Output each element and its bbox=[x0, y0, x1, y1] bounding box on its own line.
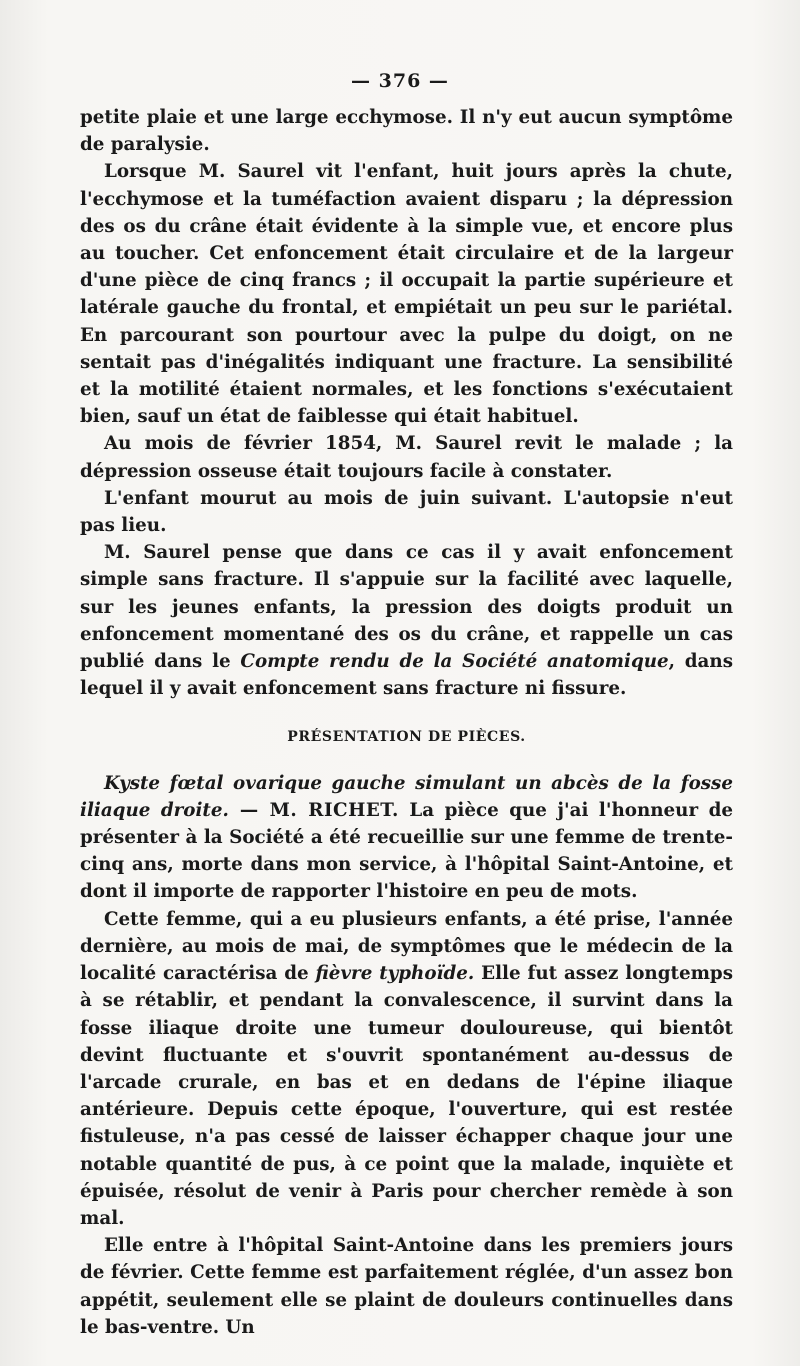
paragraph-3: Au mois de février 1854, M. Saurel revit le malade ; la dépression osseuse était toujours facile à constater. bbox=[80, 433, 733, 482]
page-number: — 376 — bbox=[351, 70, 449, 92]
article-title: Kyste fœtal ovarique gauche simulant un abcès de la fosse iliaque droite. bbox=[80, 772, 733, 821]
paragraph-4: L'enfant mourut au mois de juin suivant. L'autopsie n'eut pas lieu. bbox=[80, 487, 733, 537]
section-heading: PRÉSENTATION DE PIÈCES. bbox=[287, 729, 526, 746]
paragraph-2: Lorsque M. Saurel vit l'enfant, huit jours après la chute, l'ecchymose et la tuméfaction avaient disparu ; la dépression des os du crâne était évidente à la simple vue, et encore plus au toucher. Cet enfoncement était circulaire et de la largeur d'une pièce de cinq francs ; il occupait la partie supérieure et latérale gauche du frontal, et empiétait un peu sur le pariétal. En parcourant son pourtour avec la pulpe du doigt, on ne sentait pas d'inégalités indiquant une fracture. La sensibilité et la motilité étaient normales, et les fonctions s'exécutaient bien, sauf un état de faiblesse qui était habituel. bbox=[80, 161, 733, 428]
paragraph-1: petite plaie et une large ecchymose. Il n'y eut aucun symptôme de paralysie. bbox=[80, 107, 733, 156]
article-author: — M. RICHET. bbox=[228, 799, 399, 821]
paragraph-5 bbox=[80, 539, 733, 702]
paragraph-7-italic: fièvre typhoïde. bbox=[315, 963, 475, 985]
paragraph-6-body: La pièce que j'ai l'honneur de présenter à la Société a été recueillie sur une femme de trente-cinq ans, morte dans mon service, à l'hôpital Saint-Antoine, et dont il importe de rapporter l'histoire en peu de mots. bbox=[80, 799, 733, 903]
paragraph-7 bbox=[80, 906, 733, 1232]
paragraph-5-text-a: M. Saurel pense que dans ce cas il y avait enfoncement simple sans fracture. Il s'appuie sur la facilité avec laquelle, sur les jeunes enfants, la pression des doigts produit un enfoncement momentané des os du crâne, et rappelle un cas publié dans le bbox=[80, 542, 733, 673]
paragraph-7-text-a: Cette femme, qui a eu plusieurs enfants, a été prise, l'année dernière, au mois de mai, de symptômes que le médecin de la localité caractérisa de bbox=[80, 908, 733, 985]
paragraph-5-italic: Compte rendu de la Société anatomique bbox=[240, 651, 669, 673]
paragraph-6 bbox=[80, 770, 733, 906]
body-text bbox=[80, 104, 733, 1341]
paragraph-7-text-b: Elle fut assez longtemps à se rétablir, et pendant la convalescence, il survint dans la fosse iliaque droite une tumeur douloureuse, qui bientôt devint fluctuante et s'ouvrit spontanément au-dessus de l'arcade crurale, en bas et en dedans de l'épine iliaque antérieure. Depuis cette époque, l'ouverture, qui est restée fistuleuse, n'a pas cessé de laisser échapper chaque jour une notable quantité de pus, à ce point que la malade, inquiète et épuisée, résolut de venir à Paris pour chercher remède à son mal. bbox=[80, 963, 733, 1229]
paragraph-5-text-b: , dans lequel il y avait enfoncement sans fracture ni fissure. bbox=[80, 651, 733, 700]
paragraph-8: Elle entre à l'hôpital Saint-Antoine dans les premiers jours de février. Cette femme est parfaitement réglée, d'un assez bon appétit, seulement elle se plaint de douleurs continuelles dans le bas-ventre. Un bbox=[80, 1235, 733, 1338]
